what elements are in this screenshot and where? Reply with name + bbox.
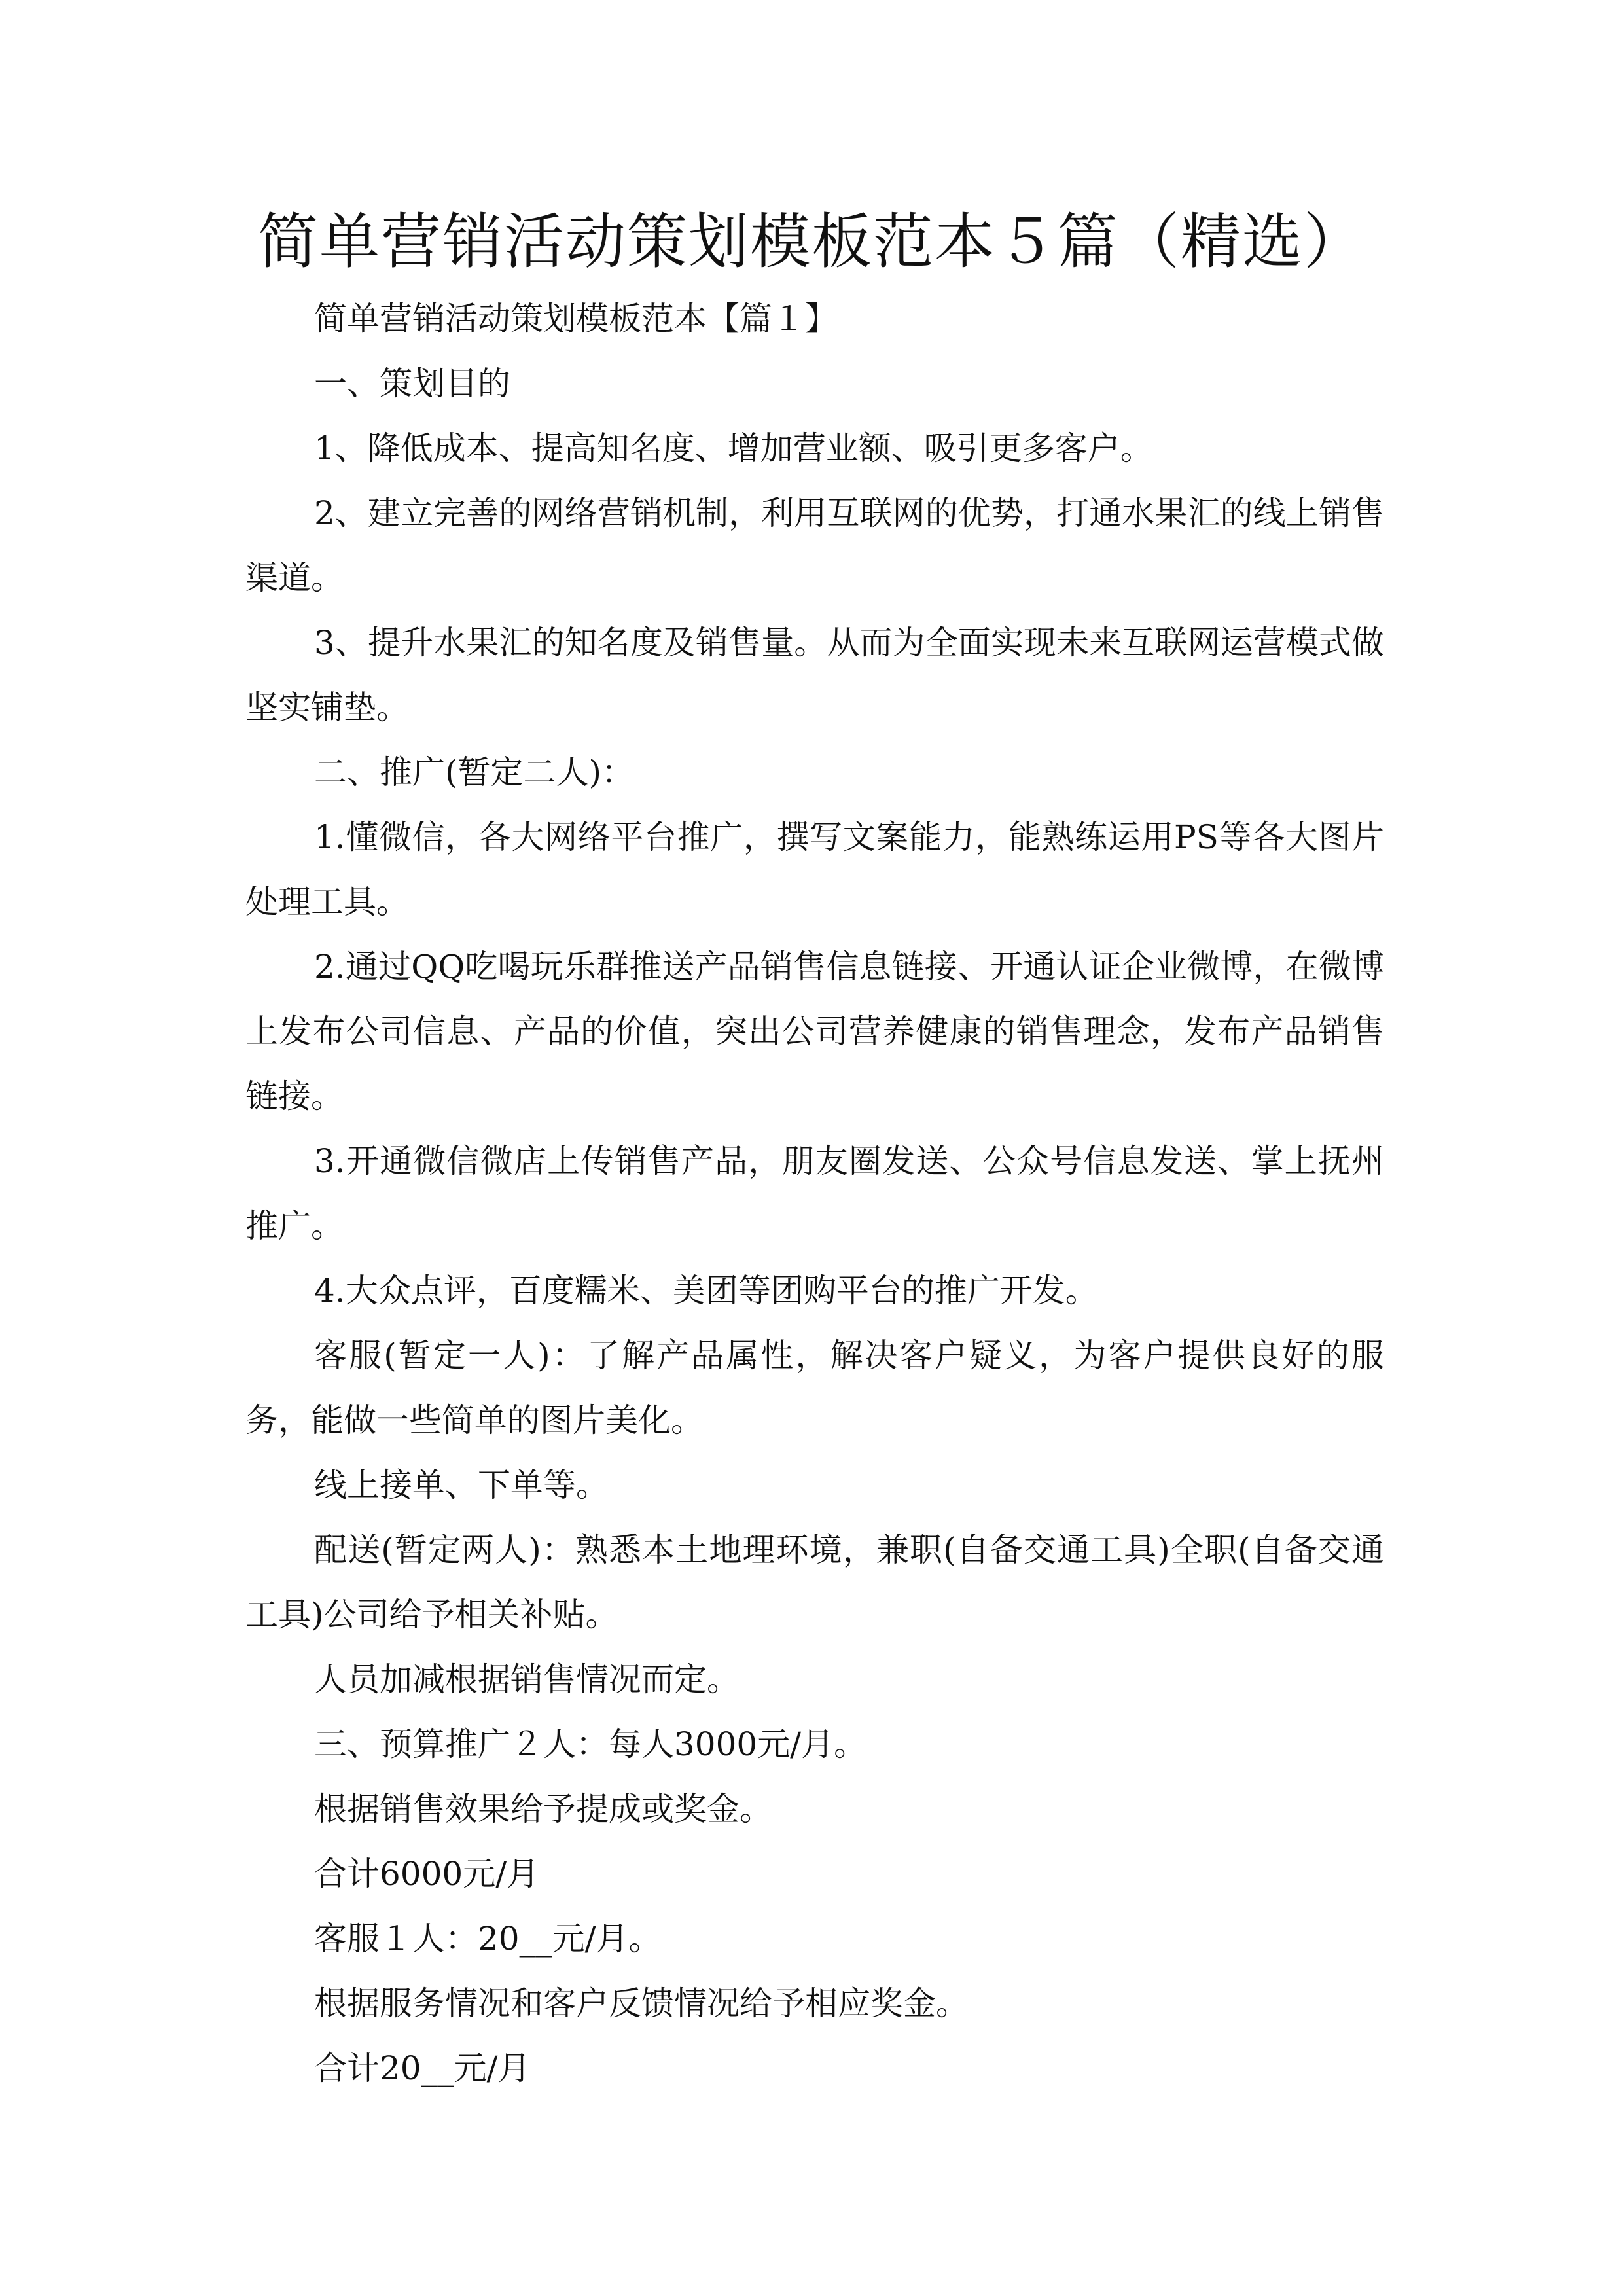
document-title: 简单营销活动策划模板范本５篇（精选） (257, 207, 1365, 277)
paragraph: 1、降低成本、提高知名度、增加营业额、吸引更多客户。 (314, 429, 1153, 467)
paragraph: 合计6000元/月 (314, 1855, 540, 1893)
paragraph: 1.懂微信，各大网络平台推广，撰写文案能力，能熟练运用PS等各大图片处理工具。 (245, 818, 1384, 921)
paragraph: 2.通过QQ吃喝玩乐群推送产品销售信息链接、开通认证企业微博，在微博上发布公司信息、产品的价值，突出公司营养健康的销售理念，发布产品销售链接。 (245, 948, 1384, 1115)
paragraph: 客服(暂定一人)：了解产品属性，解决客户疑义，为客户提供良好的服务，能做一些简单的图片美化。 (245, 1336, 1384, 1439)
paragraph: 人员加减根据销售情况而定。 (314, 1660, 740, 1698)
paragraph: 三、预算推广２人：每人3000元/月。 (314, 1725, 867, 1763)
paragraph: 配送(暂定两人)：熟悉本土地理环境，兼职(自备交通工具)全职(自备交通工具)公司给予相关补贴。 (245, 1531, 1384, 1634)
paragraph: 2、建立完善的网络营销机制，利用互联网的优势，打通水果汇的线上销售渠道。 (245, 494, 1384, 597)
paragraph: 简单营销活动策划模板范本【篇１】 (314, 300, 838, 338)
paragraph: 二、推广(暂定二人)： (314, 753, 635, 791)
paragraph: 根据销售效果给予提成或奖金。 (314, 1790, 772, 1828)
paragraph: 合计20__元/月 (314, 2049, 531, 2087)
paragraph: 4.大众点评，百度糯米、美团等团购平台的推广开发。 (314, 1272, 1098, 1310)
paragraph: 根据服务情况和客户反馈情况给予相应奖金。 (314, 1984, 969, 2022)
paragraph: 3、提升水果汇的知名度及销售量。从而为全面实现未来互联网运营模式做坚实铺垫。 (245, 624, 1384, 726)
paragraph: 一、策划目的 (314, 365, 510, 403)
document-body (245, 287, 1384, 2101)
paragraph: 线上接单、下单等。 (314, 1466, 609, 1504)
paragraph: 客服１人：20__元/月。 (314, 1920, 662, 1958)
paragraph: 3.开通微信微店上传销售产品，朋友圈发送、公众号信息发送、掌上抚州推广。 (245, 1142, 1384, 1245)
